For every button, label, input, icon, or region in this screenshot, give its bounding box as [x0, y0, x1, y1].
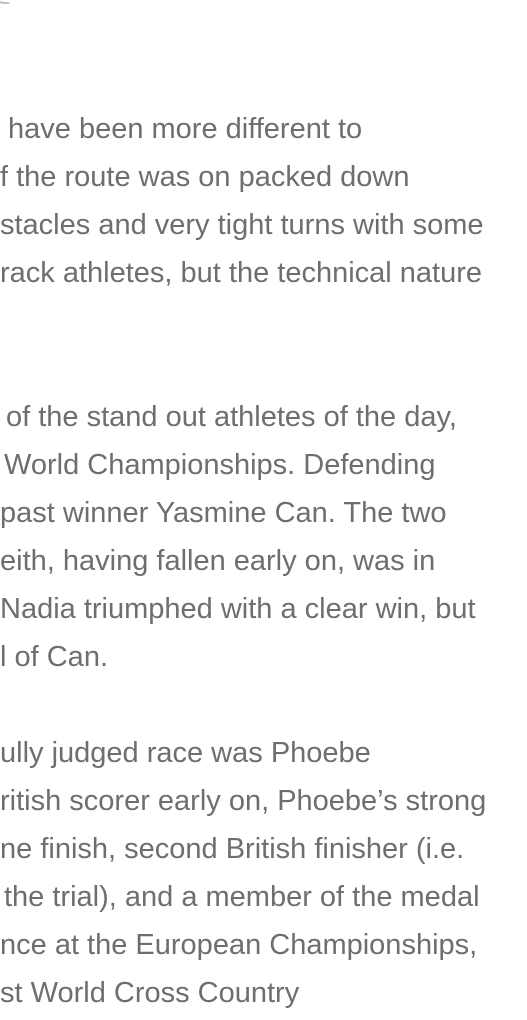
- text-line: the trial), and a member of the medal: [4, 881, 480, 913]
- text-line: l of Can.: [0, 641, 108, 673]
- text-line: ne finish, second British finisher (i.e.: [0, 833, 465, 865]
- text-line: have been more different to: [8, 113, 363, 145]
- text-line: f the route was on packed down: [0, 161, 410, 193]
- text-line: World Championships. Defending: [4, 449, 436, 481]
- text-line: eith, having fallen early on, was in: [0, 545, 436, 577]
- text-line: ully judged race was Phoebe: [0, 737, 371, 769]
- text-line: Nadia triumphed with a clear win, but: [0, 593, 476, 625]
- text-line: past winner Yasmine Can. The two: [0, 497, 447, 529]
- text-line: stacles and very tight turns with some: [0, 209, 484, 241]
- text-line: ritish scorer early on, Phoebe’s strong: [0, 785, 487, 817]
- text-line: nce at the European Championships,: [0, 929, 478, 961]
- text-line: st World Cross Country: [0, 977, 300, 1009]
- text-line: of the stand out athletes of the day,: [6, 401, 457, 433]
- partial-glyph-fragment: [0, 0, 10, 4]
- text-line: rack athletes, but the technical nature: [0, 257, 483, 289]
